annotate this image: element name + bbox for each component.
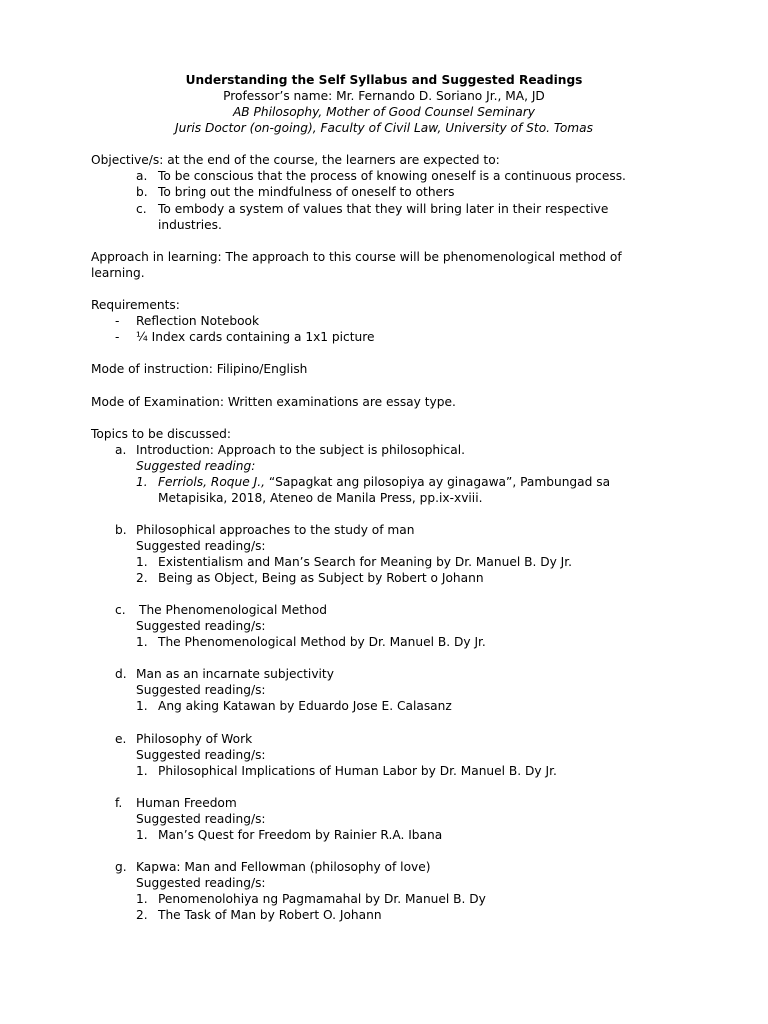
- reading-item: The Phenomenological Method by Dr. Manuel B. Dy Jr.: [158, 635, 486, 649]
- topic-title: Man as an incarnate subjectivity: [136, 667, 334, 681]
- suggested-reading-label: Suggested reading/s:: [136, 748, 266, 762]
- requirements-heading: Requirements:: [91, 298, 180, 312]
- requirement-item: Reflection Notebook: [136, 314, 260, 328]
- mode-of-instruction: Mode of instruction: Filipino/English: [91, 362, 308, 376]
- suggested-reading-label: Suggested reading/s:: [136, 683, 266, 697]
- mode-of-examination: Mode of Examination: Written examinations are essay type.: [91, 395, 456, 409]
- reading-number: 1.: [136, 475, 148, 489]
- topic-marker: e.: [115, 732, 127, 746]
- reading-item: [158, 474, 610, 490]
- reading-number: 1.: [136, 699, 148, 713]
- reading-item: Ang aking Katawan by Eduardo Jose E. Calasanz: [158, 699, 452, 713]
- reading-number: 2.: [136, 571, 148, 585]
- topic-title: Kapwa: Man and Fellowman (philosophy of love): [136, 860, 431, 874]
- reading-number: 1.: [136, 892, 148, 906]
- objective-item: To embody a system of values that they will bring later in their respective: [158, 202, 609, 216]
- topic-title: Introduction: Approach to the subject is philosophical.: [136, 443, 465, 457]
- credential-ab-philosophy: AB Philosophy, Mother of Good Counsel Seminary: [232, 105, 536, 119]
- reading-item-continuation: Metapisika, 2018, Ateneo de Manila Press, pp.ix-xviii.: [158, 491, 483, 505]
- syllabus-title: Understanding the Self Syllabus and Suggested Readings: [185, 73, 583, 87]
- reading-number: 1.: [136, 555, 148, 569]
- topic-title: Human Freedom: [136, 796, 237, 810]
- reading-number: 1.: [136, 764, 148, 778]
- credential-juris-doctor: Juris Doctor (on-going), Faculty of Civil Law, University of Sto. Tomas: [175, 121, 593, 135]
- suggested-reading-label: Suggested reading/s:: [136, 539, 266, 553]
- objective-marker: b.: [136, 185, 148, 199]
- objectives-intro: Objective/s: at the end of the course, the learners are expected to:: [91, 153, 500, 167]
- suggested-reading-label: Suggested reading:: [136, 459, 256, 473]
- requirement-dash: -: [115, 314, 120, 328]
- topic-marker: b.: [115, 523, 127, 537]
- requirement-item: ¼ Index cards containing a 1x1 picture: [136, 330, 375, 344]
- topics-heading: Topics to be discussed:: [91, 427, 232, 441]
- topic-title: Philosophy of Work: [136, 732, 253, 746]
- reading-item: The Task of Man by Robert O. Johann: [158, 908, 382, 922]
- topic-marker: a.: [115, 443, 127, 457]
- reading-author: Ferriols, Roque J.,: [158, 475, 265, 489]
- topic-marker: f.: [115, 796, 123, 810]
- reading-number: 2.: [136, 908, 148, 922]
- objective-item: To bring out the mindfulness of oneself to others: [158, 185, 455, 199]
- reading-item: Man’s Quest for Freedom by Rainier R.A. Ibana: [158, 828, 443, 842]
- suggested-reading-label: Suggested reading/s:: [136, 876, 266, 890]
- reading-item: Existentialism and Man’s Search for Meaning by Dr. Manuel B. Dy Jr.: [158, 555, 573, 569]
- reading-item: Penomenolohiya ng Pagmamahal by Dr. Manuel B. Dy: [158, 892, 486, 906]
- topic-marker: d.: [115, 667, 127, 681]
- reading-item: Philosophical Implications of Human Labor by Dr. Manuel B. Dy Jr.: [158, 764, 557, 778]
- reading-number: 1.: [136, 828, 148, 842]
- topic-marker: g.: [115, 860, 127, 874]
- objective-marker: c.: [136, 202, 147, 216]
- suggested-reading-label: Suggested reading/s:: [136, 619, 266, 633]
- objective-item: To be conscious that the process of knowing oneself is a continuous process.: [158, 169, 626, 183]
- approach-text-continuation: learning.: [91, 266, 145, 280]
- reading-item: Being as Object, Being as Subject by Robert o Johann: [158, 571, 484, 585]
- objective-item-continuation: industries.: [158, 218, 222, 232]
- topic-title: The Phenomenological Method: [139, 603, 327, 617]
- reading-title: “Sapagkat ang pilosopiya ay ginagawa”, Pambungad sa: [264, 475, 611, 489]
- topic-title: Philosophical approaches to the study of man: [136, 523, 415, 537]
- professor-name: Professor’s name: Mr. Fernando D. Soriano Jr., MA, JD: [223, 89, 545, 103]
- reading-number: 1.: [136, 635, 148, 649]
- objective-marker: a.: [136, 169, 148, 183]
- suggested-reading-label: Suggested reading/s:: [136, 812, 266, 826]
- topic-marker: c.: [115, 603, 126, 617]
- requirement-dash: -: [115, 330, 120, 344]
- approach-text: Approach in learning: The approach to this course will be phenomenological method of: [91, 250, 622, 264]
